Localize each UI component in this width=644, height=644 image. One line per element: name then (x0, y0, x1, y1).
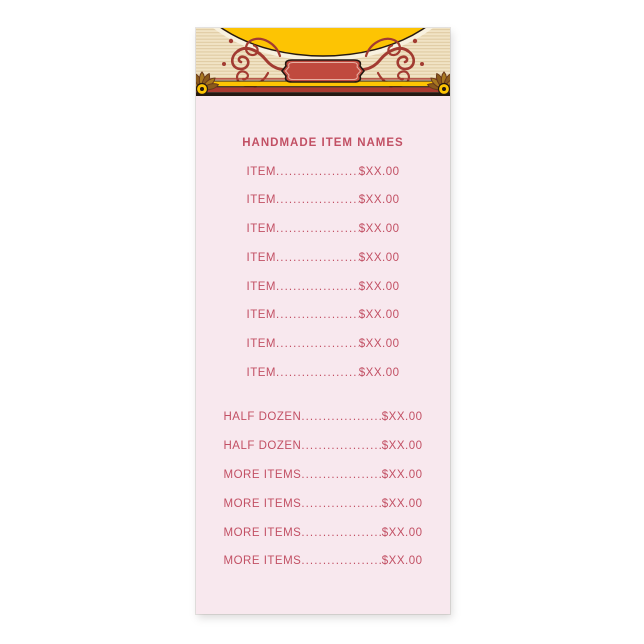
item-price: $XX.00 (358, 280, 400, 293)
blank-name-plaque (282, 60, 364, 82)
item-name: ITEM (246, 367, 276, 380)
leader-dots (301, 432, 381, 461)
menu-row (247, 301, 400, 330)
leader-dots (276, 158, 359, 187)
item-price: $XX.00 (358, 251, 400, 264)
menu-row (247, 359, 400, 388)
item-name: ITEM (246, 280, 276, 293)
item-name: ITEM (246, 251, 276, 264)
item-name: MORE ITEMS (223, 497, 302, 510)
item-price: $XX.00 (381, 468, 423, 481)
item-name: HALF DOZEN (223, 440, 302, 453)
menu-row (247, 330, 400, 359)
item-price: $XX.00 (381, 555, 423, 568)
item-name: HALF DOZEN (223, 411, 302, 424)
leader-dots (276, 186, 359, 215)
item-name: ITEM (246, 194, 276, 207)
menu-row (224, 461, 423, 490)
item-price: $XX.00 (358, 165, 400, 178)
item-price: $XX.00 (358, 309, 400, 322)
leader-dots (276, 273, 359, 302)
menu-list-primary (196, 158, 450, 388)
item-name: MORE ITEMS (223, 526, 302, 539)
item-price: $XX.00 (358, 194, 400, 207)
leader-dots (301, 547, 381, 576)
menu-row (224, 432, 423, 461)
leader-dots (276, 359, 359, 388)
menu-row (224, 547, 423, 576)
item-price: $XX.00 (381, 440, 423, 453)
vintage-header-ornament (196, 28, 450, 96)
leader-dots (301, 519, 381, 548)
item-price: $XX.00 (358, 338, 400, 351)
menu-row (247, 215, 400, 244)
rack-card (196, 28, 450, 614)
item-price: $XX.00 (381, 411, 423, 424)
leader-dots (301, 490, 381, 519)
item-name: MORE ITEMS (223, 468, 302, 481)
menu-row (247, 273, 400, 302)
leader-dots (276, 215, 359, 244)
menu-body (196, 135, 450, 576)
item-name: ITEM (246, 165, 276, 178)
leader-dots (276, 330, 359, 359)
item-price: $XX.00 (358, 367, 400, 380)
card-header-art (196, 28, 450, 96)
leader-dots (301, 403, 381, 432)
item-name: ITEM (246, 309, 276, 322)
leader-dots (276, 244, 359, 273)
item-name: ITEM (246, 338, 276, 351)
item-price: $XX.00 (381, 526, 423, 539)
menu-row (247, 158, 400, 187)
menu-row (224, 403, 423, 432)
leader-dots (301, 461, 381, 490)
item-name: ITEM (246, 223, 276, 236)
menu-row (247, 244, 400, 273)
menu-row (224, 519, 423, 548)
item-price: $XX.00 (358, 223, 400, 236)
menu-row (224, 490, 423, 519)
item-name: MORE ITEMS (223, 555, 302, 568)
menu-list-secondary (196, 403, 450, 576)
leader-dots (276, 301, 359, 330)
item-price: $XX.00 (381, 497, 423, 510)
menu-title: HANDMADE ITEM NAMES (242, 137, 404, 149)
menu-row (247, 186, 400, 215)
